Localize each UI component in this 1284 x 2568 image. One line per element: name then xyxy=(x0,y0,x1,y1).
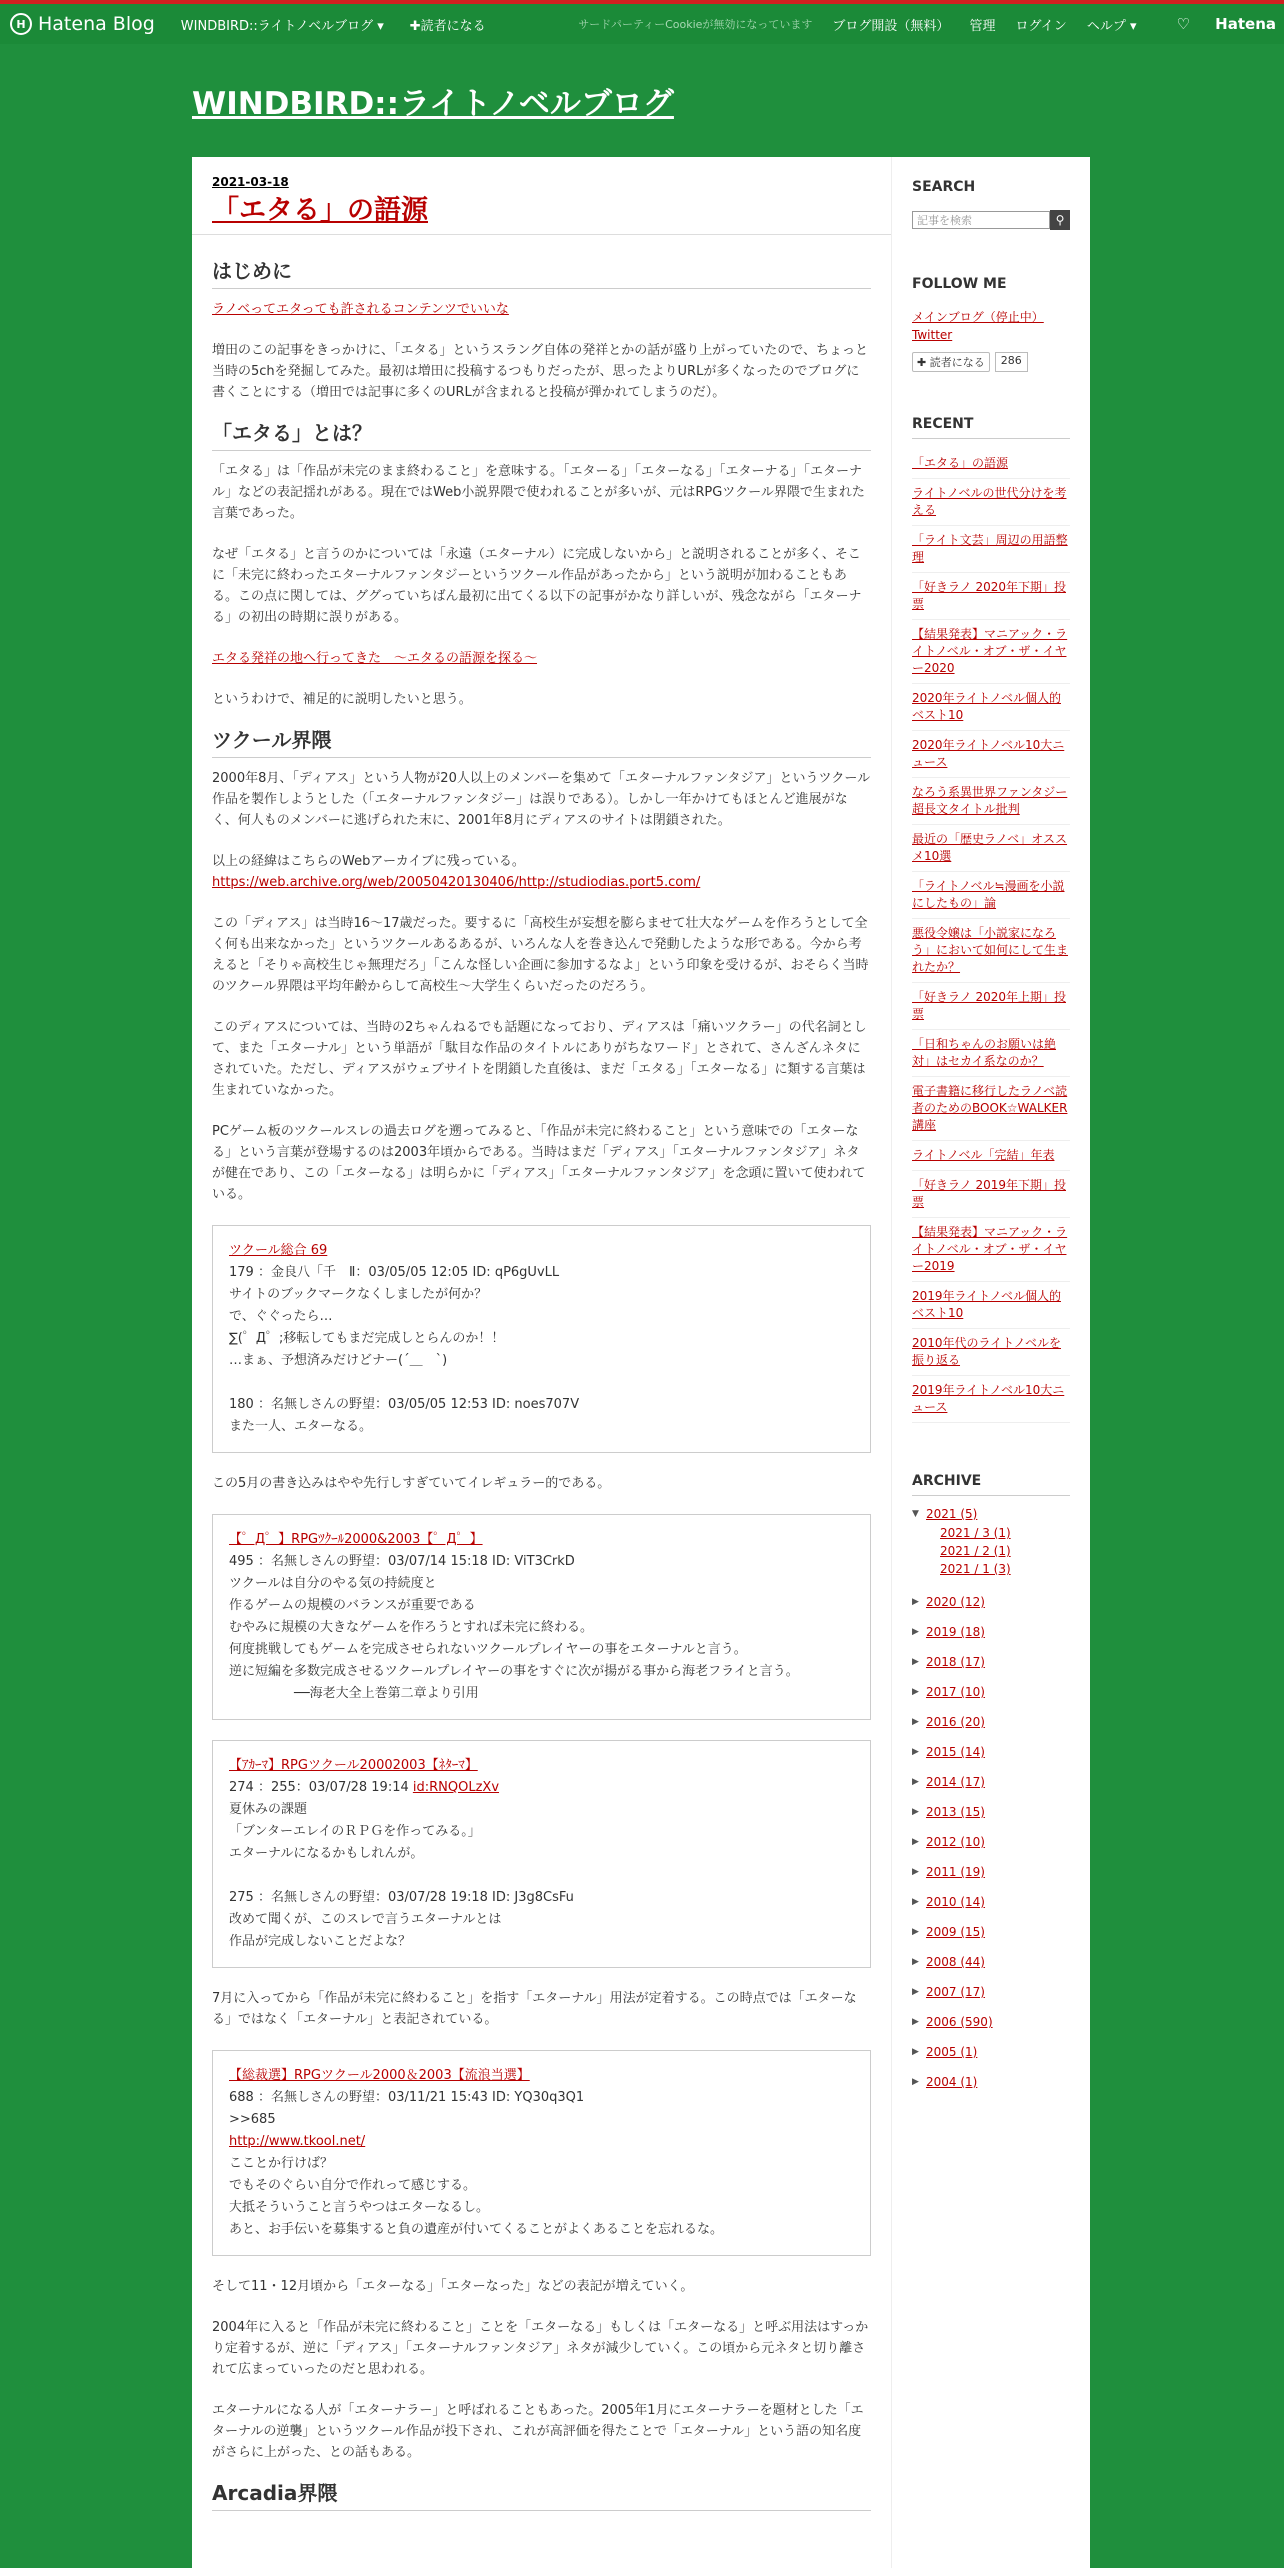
quote-text: 274 ：255：03/07/28 19:14 xyxy=(229,1780,413,1796)
thread-link[interactable]: http://www.tkool.net/ xyxy=(229,2134,366,2150)
archive-year-link[interactable]: 2013 (15) xyxy=(926,1805,985,1819)
hatena-brand-text: Hatena xyxy=(1215,15,1276,33)
archive-month-link[interactable]: 2021 / 1 (3) xyxy=(940,1562,1011,1576)
archive-year xyxy=(912,1744,1070,1760)
recent-entry-link[interactable]: 「好きラノ 2019年下期」投票 xyxy=(912,1171,1070,1218)
quote-text: サイトのブックマークなくしましたが何か？ xyxy=(229,1287,488,1303)
caret-right-icon[interactable]: ▶ xyxy=(912,1897,919,1907)
section-heading: 「エタる」とは？ xyxy=(212,423,871,451)
quote-line xyxy=(229,1821,854,1843)
header-right-menu xyxy=(558,15,1276,34)
quote-line xyxy=(229,2175,854,2197)
blockquote xyxy=(212,1740,871,1968)
archive-heading: ARCHIVE xyxy=(912,1473,1070,1496)
paragraph: そして11・12月頃から「エターなる」「エターなった」などの表記が増えていく。 xyxy=(212,2279,694,2295)
sidebar xyxy=(891,157,1090,2568)
paragraph: 2000年8月、「ディアス」という人物が20人以上のメンバーを集めて「エターナルファンタジア」というツクール作品を製作しようとした（「エターナルファンタジー」は誤りである）。しかし一年かけてもほとんど進展がなく、何人ものメンバーに逃げられた末に、2001年8月にディアスのサイトは閉鎖された。 xyxy=(212,771,871,829)
recent-entry-link[interactable]: 「ライトノベル≒漫画を小説にしたもの」論 xyxy=(912,872,1070,919)
caret-down-icon[interactable]: ▼ xyxy=(912,1509,919,1519)
paragraph: この「ディアス」は当時16〜17歳だった。要するに「高校生が妄想を膨らませて壮大なゲームを作ろうとして全く何も出来なかった」というツクールあるあるが、いろんな人を巻き込んで発動したような形である。今から考えると「そりゃ高校生じゃ無理だろ」「こんな怪しい企画に参加するなよ」という印象を受けるが、おそらく当時のツクール界隈は平均年齢からして高校生〜大学生くらいだったのだろう。 xyxy=(212,916,869,995)
archive-year-link[interactable]: 2021 (5) xyxy=(926,1507,978,1521)
paragraph-text: 以上の経緯はこちらのWebアーカイブに残っている。 xyxy=(212,854,525,870)
recent-entry-link[interactable]: 最近の「歴史ラノベ」オススメ10選 xyxy=(912,825,1070,872)
quote-text: 179 ：金良八「千 Ⅱ：03/05/05 12:05 ID: qP6gUvLL xyxy=(229,1265,560,1281)
manage-link[interactable]: 管理 xyxy=(969,18,996,34)
caret-right-icon[interactable]: ▶ xyxy=(912,1597,919,1607)
caret-right-icon[interactable]: ▶ xyxy=(912,1867,919,1877)
quote-line xyxy=(229,1931,854,1953)
quote-text: でもそのぐらい自分で作れって感じする。 xyxy=(229,2178,477,2194)
quote-text: 夏休みの課題 xyxy=(229,1802,308,1818)
inline-link[interactable]: ラノベってエタっても許されるコンテンツでいいな xyxy=(212,302,509,318)
quote-line xyxy=(229,1573,854,1595)
thread-link[interactable]: ツクール総合 69 xyxy=(229,1243,328,1259)
paragraph: 増田のこの記事をきっかけに、「エタる」というスラング自体の発祥とかの話が盛り上がっていたので、ちょっと当時の5chを発掘してみた。最初は増田に投稿するつもりだったが、思ったよりURLが多くなったのでブログに書くことにする（増田では記事に多くのURLが含まれると投稿が弾かれてしまうのだ）。 xyxy=(212,343,868,401)
quote-text: >>685 xyxy=(229,2112,276,2128)
recent-entry-link[interactable]: 悪役令嬢は「小説家になろう」において如何にして生まれたか？ xyxy=(912,919,1070,983)
search-icon: ⚲ xyxy=(1055,213,1065,227)
subscribe-header-button[interactable]: ✚読者になる xyxy=(409,18,486,34)
paragraph: このディアスについては、当時の2ちゃんねるでも話題になっており、ディアスは「痛いツクラー」の代名詞として、また「エターナル」という単語が「駄目な作品のタイトルにありがちなワード」とされて、さんざんネタにされていた。ただし、ディアスがウェブサイトを閉鎖した直後は、まだ「エタる」「エターなる」に類する言葉は生まれていなかった。 xyxy=(212,1020,867,1099)
archive-year-link[interactable]: 2015 (14) xyxy=(926,1745,985,1759)
quote-text: 何度挑戦してもゲームを完成させられないツクールプレイヤーの事をエターナルと言う。 xyxy=(229,1642,747,1658)
archive-url-link[interactable]: https://web.archive.org/web/20050420130406/http://studiodias.port5.com/ xyxy=(212,875,701,891)
quote-text: 275 ：名無しさんの野望：03/07/28 19:18 ID: J3g8CsFu xyxy=(229,1890,574,1906)
archive-year xyxy=(912,1684,1070,1700)
quote-link-line xyxy=(229,2065,854,2087)
quote-line xyxy=(229,1328,854,1350)
quote-text: 495 ：名無しさんの野望：03/07/14 15:18 ID: ViT3CrkD xyxy=(229,1554,575,1570)
archive-year-link[interactable]: 2019 (18) xyxy=(926,1625,985,1639)
archive-year-link[interactable]: 2007 (17) xyxy=(926,1985,985,1999)
subscribe-widget xyxy=(912,352,1070,372)
quote-line xyxy=(229,2109,854,2131)
quote-text: 180 ：名無しさんの野望：03/05/05 12:53 ID: noes707V xyxy=(229,1397,580,1413)
subscribe-button[interactable]: ✚ 読者になる xyxy=(912,352,990,372)
hatena-brand-link[interactable] xyxy=(1156,15,1276,33)
hatena-blog-logo-text: Hatena Blog xyxy=(38,13,155,35)
quote-text: あと、お手伝いを募集すると負の遺産が付いてくることがよくあることを忘れるな。 xyxy=(229,2222,724,2238)
blockquote xyxy=(212,1514,871,1720)
recent-entry-link[interactable]: 2019年ライトノベル10大ニュース xyxy=(912,1376,1070,1423)
recent-entry-link[interactable]: 「好きラノ 2020年下期」投票 xyxy=(912,573,1070,620)
blockquote xyxy=(212,2050,871,2256)
quote-line xyxy=(229,2153,854,2175)
open-blog-link[interactable]: ブログ開設（無料） xyxy=(832,18,950,34)
quote-text: で、ぐぐったら… xyxy=(229,1309,333,1325)
thread-link[interactable]: 【ｱｶｰﾏ】RPGツクール20002003【ﾈﾀｰﾏ】 xyxy=(229,1758,478,1774)
search-input[interactable]: 記事を検索 xyxy=(912,211,1050,229)
paragraph: エターナルになる人が「エターナラー」と呼ばれることもあった。2005年1月にエターナラーを題材とした「エターナルの逆襲」というツクール作品が投下され、これが高評価を得たことで「エターナル」という語の知名度がさらに上がった、との話もある。 xyxy=(212,2403,864,2461)
section-heading: はじめに xyxy=(212,261,871,289)
recent-entry-link[interactable]: 2019年ライトノベル個人的ベスト10 xyxy=(912,1282,1070,1329)
quote-link-line xyxy=(229,1240,854,1262)
archive-year-link[interactable]: 2020 (12) xyxy=(926,1595,985,1609)
recent-entry-link[interactable]: 2010年代のライトノベルを振り返る xyxy=(912,1329,1070,1376)
entry-date[interactable]: 2021-03-18 xyxy=(212,175,289,189)
caret-right-icon[interactable]: ▶ xyxy=(912,1747,919,1757)
section-heading: ツクール界隈 xyxy=(212,730,871,758)
caret-right-icon[interactable]: ▶ xyxy=(912,1657,919,1667)
quote-line xyxy=(229,1262,854,1284)
quote-text: また一人、エターなる。 xyxy=(229,1419,373,1435)
archive-year xyxy=(912,1714,1070,1730)
archive-year-link[interactable]: 2014 (17) xyxy=(926,1775,985,1789)
hatena-bird-icon: ♡ xyxy=(1176,15,1190,33)
quote-line xyxy=(229,1284,854,1306)
quote-line xyxy=(229,1306,854,1328)
quote-link-line xyxy=(229,2131,854,2153)
quote-line xyxy=(229,1799,854,1821)
archive-year xyxy=(912,2044,1070,2060)
quote-line xyxy=(229,1551,854,1573)
quote-text: 大抵そういうこと言うやつはエターなるし。 xyxy=(229,2200,490,2216)
entry-title[interactable]: 「エタる」の語源 xyxy=(212,195,428,226)
quote-line xyxy=(229,1394,854,1416)
archive-year xyxy=(912,1624,1070,1640)
archive-month-link[interactable]: 2021 / 3 (1) xyxy=(940,1526,1011,1540)
quote-line xyxy=(229,2087,854,2109)
quote-line xyxy=(229,1661,854,1683)
blog-title-link[interactable]: WINDBIRD::ライトノベルブログ xyxy=(192,86,674,122)
archive-year-link[interactable]: 2016 (20) xyxy=(926,1715,985,1729)
search-form xyxy=(912,211,1070,230)
recent-list xyxy=(912,449,1070,1423)
follow-heading: FOLLOW ME xyxy=(912,276,1007,292)
archive-year-link[interactable]: 2005 (1) xyxy=(926,2045,978,2059)
quote-line xyxy=(229,1777,854,1799)
link-paragraph xyxy=(212,299,871,320)
caret-right-icon[interactable]: ▶ xyxy=(912,1987,919,1997)
quote-text: 「ブンターエレイのＲＰＧを作ってみる。」 xyxy=(229,1824,481,1840)
archive-year xyxy=(912,1864,1070,1880)
quote-text: エターナルになるかもしれんが。 xyxy=(229,1846,424,1862)
login-link[interactable]: ログイン xyxy=(1015,18,1067,34)
blockquote xyxy=(212,1225,871,1453)
archive-year xyxy=(912,1924,1070,1940)
search-heading: SEARCH xyxy=(912,179,976,195)
recent-entry-link[interactable]: 「ライト文芸」周辺の用語整理 xyxy=(912,526,1070,573)
caret-right-icon[interactable]: ▶ xyxy=(912,1927,919,1937)
entry-header xyxy=(192,157,891,235)
paragraph: 「エタる」は「作品が未完のまま終わること」を意味する。「エターる」「エターなる」「エターナる」「エターナル」などの表記揺れがある。現在ではWeb小説界隈で使われることが多いが、元はRPGツクール界隈で生まれた言葉であった。 xyxy=(212,464,865,522)
blog-menu-dropdown[interactable]: WINDBIRD::ライトノベルブログ ▾ xyxy=(180,18,384,34)
archive-year-link[interactable]: 2006 (590) xyxy=(926,2015,993,2029)
caret-right-icon[interactable]: ▶ xyxy=(912,2017,919,2027)
quote-text: …まぁ、予想済みだけどナー(´＿ `) xyxy=(229,1353,448,1369)
archive-year-link[interactable]: 2017 (10) xyxy=(926,1685,985,1699)
paragraph: PCゲーム板のツクールスレの過去ログを遡ってみると、「作品が未完に終わること」という意味での「エターなる」という言葉が登場するのは2003年頃からである。当時はまだ「ディアス」「エターナルファンタジア」ネタが健在であり、この「エターなる」は明らかに「ディアス」「エターナルファンタジア」を念頭に置いて使われている。 xyxy=(212,1124,866,1203)
quote-text: 作品が完成しないことだよな？ xyxy=(229,1934,412,1950)
recent-entry-link[interactable]: 【結果発表】マニアック・ライトノベル・オブ・ザ・イヤー2019 xyxy=(912,1218,1070,1282)
search-button[interactable] xyxy=(1050,210,1070,230)
thread-link[interactable]: 【総裁選】RPGツクール2000＆2003【流浪当選】 xyxy=(229,2068,530,2084)
follow-link-main-blog[interactable]: メインブログ（停止中） xyxy=(912,310,1044,324)
quote-line xyxy=(229,1416,854,1438)
subscriber-count: 286 xyxy=(995,352,1028,372)
thread-link[interactable]: 【゜Д゜】RPGﾂｸｰﾙ2000&2003【゜Д゜】 xyxy=(229,1532,483,1548)
caret-right-icon[interactable]: ▶ xyxy=(912,1957,919,1967)
main-content xyxy=(192,157,891,2568)
caret-right-icon[interactable]: ▶ xyxy=(912,1687,919,1697)
paragraph: この5月の書き込みはやや先行しすぎていてイレギュラー的である。 xyxy=(212,1476,611,1492)
archive-year-open xyxy=(912,1506,1070,1578)
section-heading: Arcadia界隈 xyxy=(212,2483,871,2511)
quote-text: むやみに規模の大きなゲームを作ろうとすれば未完に終わる。 xyxy=(229,1620,594,1636)
quote-line xyxy=(229,1350,854,1372)
recent-entry-link[interactable]: 【結果発表】マニアック・ライトノベル・オブ・ザ・イヤー2020 xyxy=(912,620,1070,684)
caret-right-icon[interactable]: ▶ xyxy=(912,1777,919,1787)
archive-year xyxy=(912,2074,1070,2090)
quote-line xyxy=(229,2219,854,2241)
inline-link[interactable]: エタる発祥の地へ行ってきた ～エタるの語源を探る～ xyxy=(212,651,538,667)
quote-link-line xyxy=(229,1529,854,1551)
quote-line xyxy=(229,1865,854,1887)
paragraph: 2004年に入ると「作品が未完に終わること」ことを「エターなる」もしくは「エターなる」と呼ぶ用法はすっかり定着するが、逆に「ディアス」「エターナルファンタジア」ネタが減少していく。この頃から元ネタと切り離されて広まっていったのだと思われる。 xyxy=(212,2320,869,2378)
archive-year xyxy=(912,1654,1070,1670)
quote-line xyxy=(229,1887,854,1909)
quote-line xyxy=(229,1595,854,1617)
recent-entry-link[interactable]: 「エタる」の語源 xyxy=(912,449,1070,479)
paragraph: なぜ「エタる」と言うのかについては「永遠（エターナル）に完成しないから」と説明されることが多く、そこに「未完に終わったエターナルファンタジーというツクール作品があったから」という説明が加わることもある。この点に関しては、ググっていちばん最初に出てくる以下の記事がかなり詳しいが、残念ながら「エターナる」の初出の時期に誤りがある。 xyxy=(212,547,862,626)
recent-entry-link[interactable]: なろう系異世界ファンタジー超長文タイトル批判 xyxy=(912,778,1070,825)
caret-right-icon[interactable]: ▶ xyxy=(912,2077,919,2087)
quote-text: 改めて聞くが、このスレで言うエターナルとは xyxy=(229,1912,502,1928)
recent-entry-link[interactable]: 「日和ちゃんのお願いは絶対」はセカイ系なのか？ xyxy=(912,1030,1070,1077)
quote-line xyxy=(229,1843,854,1865)
quote-line xyxy=(229,1639,854,1661)
archive-year xyxy=(912,2014,1070,2030)
archive-year xyxy=(912,1834,1070,1850)
quote-text: ∑(゜Д゜;移転してもまだ完成しとらんのか！！ xyxy=(229,1331,505,1347)
caret-right-icon[interactable]: ▶ xyxy=(912,1807,919,1817)
quote-link-line xyxy=(229,1755,854,1777)
quote-line xyxy=(229,1617,854,1639)
hatena-blog-logo[interactable] xyxy=(10,13,155,35)
archive-year xyxy=(912,1594,1070,1610)
id-link[interactable]: id:RNQOLzXv xyxy=(412,1780,500,1796)
archive-year-link[interactable]: 2010 (14) xyxy=(926,1895,985,1909)
quote-text: ツクールは自分のやる気の持続度と xyxy=(229,1576,437,1592)
quote-text: 688 ：名無しさんの野望：03/11/21 15:43 ID: YQ30q3Q1 xyxy=(229,2090,585,2106)
quote-line xyxy=(229,1683,854,1705)
archive-year xyxy=(912,1894,1070,1910)
help-dropdown[interactable]: ヘルプ ▾ xyxy=(1086,18,1137,34)
recent-entry-link[interactable]: 2020年ライトノベル10大ニュース xyxy=(912,731,1070,778)
caret-right-icon[interactable]: ▶ xyxy=(912,1627,919,1637)
archive-year-link[interactable]: 2018 (17) xyxy=(926,1655,985,1669)
archive-year-link[interactable]: 2008 (44) xyxy=(926,1955,985,1969)
recent-entry-link[interactable]: 2020年ライトノベル個人的ベスト10 xyxy=(912,684,1070,731)
hatena-logo-icon: H xyxy=(10,13,32,35)
archive-year-link[interactable]: 2012 (10) xyxy=(926,1835,985,1849)
follow-links xyxy=(912,308,1070,372)
recent-heading: RECENT xyxy=(912,416,1070,439)
caret-right-icon[interactable]: ▶ xyxy=(912,1837,919,1847)
quote-line xyxy=(229,1372,854,1394)
recent-entry-link[interactable]: 「好きラノ 2020年上期」投票 xyxy=(912,983,1070,1030)
archive-year xyxy=(912,1804,1070,1820)
paragraph: というわけで、補足的に説明したいと思う。 xyxy=(212,692,472,708)
recent-entry-link[interactable]: ライトノベル「完結」年表 xyxy=(912,1141,1070,1171)
caret-right-icon[interactable]: ▶ xyxy=(912,1717,919,1727)
entry-body xyxy=(192,235,891,2511)
follow-link-twitter[interactable]: Twitter xyxy=(912,328,953,342)
quote-text: 作るゲームの規模のバランスが重要である xyxy=(229,1598,476,1614)
quote-text: ──海老大全上巻第二章より引用 xyxy=(229,1686,479,1702)
archive-year xyxy=(912,1984,1070,2000)
paragraph: 7月に入ってから「作品が未完に終わること」を指す「エターナル」用法が定着する。この時点では「エターなる」ではなく「エターナル」と表記されている。 xyxy=(212,1991,857,2028)
archive-year xyxy=(912,1954,1070,1970)
archive-year-link[interactable]: 2009 (15) xyxy=(926,1925,985,1939)
recent-entry-link[interactable]: ライトノベルの世代分けを考える xyxy=(912,479,1070,526)
paragraph-with-link xyxy=(212,851,871,893)
quote-text: 逆に短編を多数完成させるツクールプレイヤーの事をすぐに次が揚がる事から海老フライと言う。 xyxy=(229,1664,799,1680)
link-paragraph xyxy=(212,648,871,669)
caret-right-icon[interactable]: ▶ xyxy=(912,2047,919,2057)
quote-text: こことか行けば？ xyxy=(229,2156,334,2172)
quote-line xyxy=(229,1909,854,1931)
archive-month-link[interactable]: 2021 / 2 (1) xyxy=(940,1544,1011,1558)
archive-list xyxy=(912,1506,1070,2090)
quote-line xyxy=(229,2197,854,2219)
recent-entry-link[interactable]: 電子書籍に移行したラノベ読者のためのBOOK☆WALKER講座 xyxy=(912,1077,1070,1141)
archive-year-link[interactable]: 2004 (1) xyxy=(926,2075,978,2089)
archive-year-link[interactable]: 2011 (19) xyxy=(926,1865,985,1879)
cookie-notice[interactable]: サードパーティーCookieが無効になっています xyxy=(578,18,813,31)
archive-year xyxy=(912,1774,1070,1790)
global-header xyxy=(0,0,1284,44)
